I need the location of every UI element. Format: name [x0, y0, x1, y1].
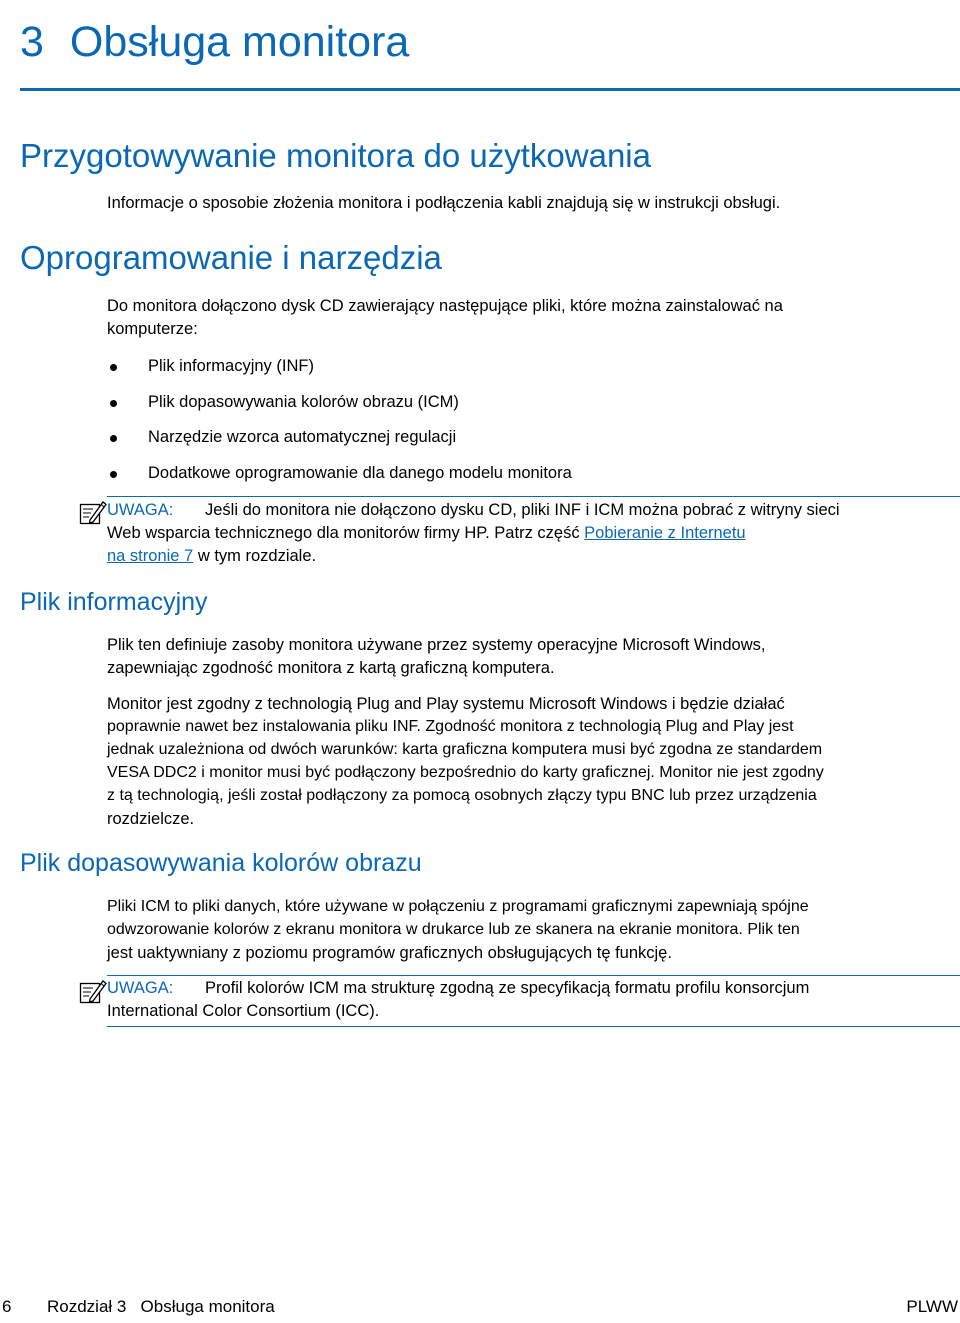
- list-item: [107, 390, 572, 426]
- note-text: Profil kolorów ICM ma strukturę zgodną ze specyfikacją formatu profilu konsorcjum: [205, 979, 810, 997]
- chapter-title: [20, 18, 409, 67]
- note-divider: [107, 1026, 960, 1027]
- bullet-icon: [110, 364, 117, 371]
- inf-para1-line-2: zapewniając zgodność monitora z kartą graficzną komputera.: [107, 659, 555, 677]
- note-text: Web wsparcia technicznego dla monitorów firmy HP. Patrz część: [107, 524, 585, 542]
- inf-para2-line-1: Monitor jest zgodny z technologią Plug and Play systemu Microsoft Windows i będzie działać: [107, 695, 785, 713]
- section-heading-preparation: Przygotowywanie monitora do użytkowania: [20, 137, 651, 174]
- bullet-icon: [110, 435, 117, 442]
- note-divider: [107, 496, 960, 497]
- section-heading-software: Oprogramowanie i narzędzia: [20, 239, 442, 276]
- list-item: [107, 354, 572, 390]
- bullet-icon: [110, 400, 117, 407]
- software-intro-line-1: Do monitora dołączono dysk CD zawierający następujące pliki, które można zainstalować na: [107, 297, 783, 315]
- note-text: Jeśli do monitora nie dołączono dysku CD, pliki INF i ICM można pobrać z witryny sieci: [205, 501, 840, 519]
- section-heading-inf-file: Plik informacyjny: [20, 588, 208, 616]
- list-item-text: Plik informacyjny (INF): [148, 357, 314, 375]
- chapter-divider: [20, 88, 960, 91]
- list-item-text: Plik dopasowywania kolorów obrazu (ICM): [148, 392, 459, 411]
- note-pencil-icon: [79, 977, 107, 1005]
- inf-para2-line-4: VESA DDC2 i monitor musi być podłączony bezpośrednio do karty graficznej. Monitor nie jest zgodny: [107, 764, 824, 781]
- note-divider: [107, 975, 960, 976]
- preparation-text: Informacje o sposobie złożenia monitora i podłączenia kabli znajdują się w instrukcji obsługi.: [107, 194, 781, 212]
- note-pencil-icon: [79, 498, 107, 526]
- note2-line-2: International Color Consortium (ICC).: [107, 1002, 380, 1020]
- note2-line-1: [107, 977, 809, 1000]
- inf-para2-line-3: jednak uzależniona od dwóch warunków: karta graficzna komputera musi być zgodna ze standardem: [107, 741, 823, 758]
- bullet-icon: [110, 471, 117, 478]
- note-label: UWAGA:: [107, 501, 174, 519]
- software-bullet-list: [107, 354, 572, 496]
- inf-para2-line-6: rozdzielcze.: [107, 810, 195, 828]
- download-link-part-2[interactable]: na stronie 7: [107, 547, 194, 565]
- note-line-1: [107, 499, 840, 522]
- chapter-number: 3: [20, 18, 44, 66]
- inf-para2-line-5: z tą technologią, jeśli został podłączony za pomocą osobnych złączy typu BNC lub przez urządzenia: [107, 787, 817, 804]
- note-line-3: [107, 545, 316, 568]
- note-text: w tym rozdziale.: [193, 547, 317, 565]
- section-heading-icm-file: Plik dopasowywania kolorów obrazu: [20, 849, 422, 877]
- list-item: [107, 425, 572, 461]
- list-item-text: Dodatkowe oprogramowanie dla danego modelu monitora: [148, 463, 572, 482]
- footer-locale: PLWW: [906, 1297, 958, 1316]
- download-link-part-1[interactable]: Pobieranie z Internetu: [584, 524, 746, 542]
- footer-page-number: 6: [2, 1297, 12, 1316]
- software-intro-line-2: komputerze:: [107, 320, 198, 338]
- footer-chapter-label: Rozdział 3 Obsługa monitora: [47, 1297, 275, 1316]
- list-item: [107, 461, 572, 497]
- inf-para2-line-2: poprawnie nawet bez instalowania pliku INF. Zgodność monitora z technologią Plug and Play jest: [107, 718, 794, 735]
- list-item-text: Narzędzie wzorca automatycznej regulacji: [148, 428, 457, 446]
- chapter-title-text: Obsługa monitora: [69, 18, 410, 66]
- note-label: UWAGA:: [107, 979, 174, 997]
- icm-para1-line-3: jest uaktywniany z poziomu programów graficznych obsługujących tę funkcję.: [107, 944, 672, 962]
- icm-para1-line-2: odwzorowanie kolorów z ekranu monitora w drukarce lub ze skanera na ekranie monitora. Plik ten: [107, 921, 800, 938]
- icm-para1-line-1: Pliki ICM to pliki danych, które używane w połączeniu z programami graficznymi zapewniają spójne: [107, 898, 809, 915]
- note-line-2: [107, 522, 746, 545]
- inf-para1-line-1: Plik ten definiuje zasoby monitora używane przez systemy operacyjne Microsoft Windows,: [107, 636, 766, 654]
